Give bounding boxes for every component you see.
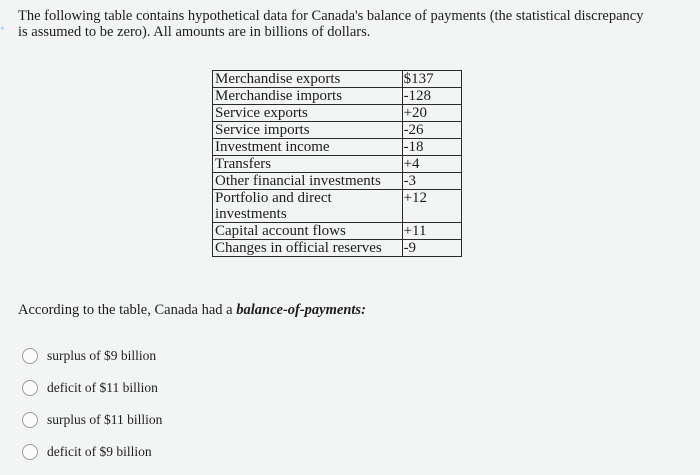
radio-button[interactable] xyxy=(22,444,38,460)
intro-line-1: The following table contains hypothetical data for Canada's balance of payments (the statistical discrepancy xyxy=(18,8,644,24)
balance-of-payments-table xyxy=(212,70,462,257)
question-prompt xyxy=(18,302,366,319)
radio-button[interactable] xyxy=(22,380,38,396)
answer-option[interactable] xyxy=(22,436,162,468)
question-emphasis: balance-of-payments: xyxy=(236,302,366,318)
table-row xyxy=(213,240,462,257)
row-value: -18 xyxy=(402,139,461,156)
row-label: Service exports xyxy=(213,105,403,122)
row-value: +20 xyxy=(402,105,461,122)
row-value: $137 xyxy=(402,71,461,88)
table-row xyxy=(213,122,462,139)
row-value: -128 xyxy=(402,88,461,105)
question-prefix: According to the table, Canada had a xyxy=(18,302,237,318)
row-label: Other financial investments xyxy=(213,173,403,190)
row-value: +12 xyxy=(402,190,461,223)
answer-option[interactable] xyxy=(22,404,162,436)
table-row xyxy=(213,190,462,223)
row-value: -9 xyxy=(402,240,461,257)
table-row xyxy=(213,156,462,173)
row-label: Transfers xyxy=(213,156,403,173)
row-value: -3 xyxy=(402,173,461,190)
row-label: Investment income xyxy=(213,139,403,156)
answer-option-label[interactable]: surplus of $11 billion xyxy=(47,412,163,427)
table-row xyxy=(213,173,462,190)
row-value: -26 xyxy=(402,122,461,139)
row-label: Portfolio and direct investments xyxy=(213,190,403,223)
radio-button[interactable] xyxy=(22,412,38,428)
answer-option[interactable] xyxy=(22,340,162,372)
table-row xyxy=(213,139,462,156)
row-value: +11 xyxy=(402,223,461,240)
answer-option[interactable] xyxy=(22,372,162,404)
row-label: Merchandise imports xyxy=(213,88,403,105)
intro-line-2: is assumed to be zero). All amounts are in billions of dollars. xyxy=(18,24,371,40)
answer-option-label[interactable]: deficit of $11 billion xyxy=(47,380,158,395)
row-label: Changes in official reserves xyxy=(213,240,403,257)
table-row xyxy=(213,71,462,88)
answer-option-label[interactable]: deficit of $9 billion xyxy=(47,444,152,459)
answer-options xyxy=(22,340,162,468)
row-label: Service imports xyxy=(213,122,403,139)
question-intro xyxy=(0,8,678,40)
table-row xyxy=(213,105,462,122)
bullet-marker-icon: • xyxy=(0,22,5,37)
row-value: +4 xyxy=(402,156,461,173)
table-row xyxy=(213,88,462,105)
row-label: Merchandise exports xyxy=(213,71,403,88)
table-row xyxy=(213,223,462,240)
row-label: Capital account flows xyxy=(213,223,403,240)
answer-option-label[interactable]: surplus of $9 billion xyxy=(47,348,157,363)
radio-button[interactable] xyxy=(22,348,38,364)
